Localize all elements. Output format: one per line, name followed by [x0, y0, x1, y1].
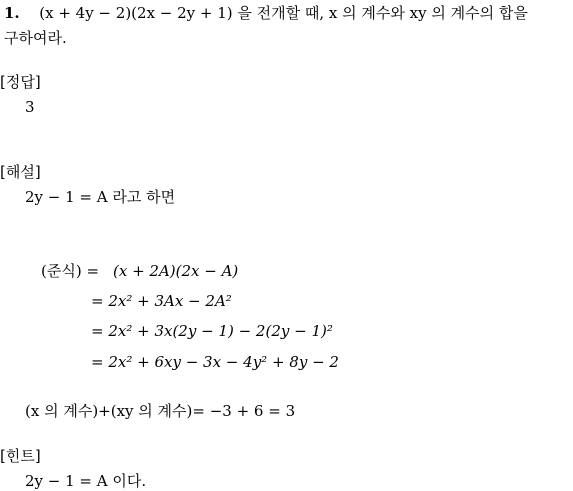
- solution-equation-step3: = 2x² + 3x(2y − 1) − 2(2y − 1)²: [91, 322, 333, 340]
- solution-equation-step1: (x + 2A)(2x − A): [113, 262, 239, 280]
- solution-equation-step2: = 2x² + 3Ax − 2A²: [91, 292, 232, 310]
- problem-statement: [4, 3, 528, 23]
- solution-intro: 2y − 1 = A 라고 하면: [25, 188, 176, 206]
- answer-heading: [정답]: [0, 73, 41, 91]
- problem-text-line1: (x + 4y − 2)(2x − 2y + 1) 을 전개할 때, x 의 계수와 xy 의 계수의 합을: [39, 4, 528, 22]
- problem-text-line2: 구하여라.: [4, 29, 67, 47]
- solution-equation-step4: = 2x² + 6xy − 3x − 4y² + 8y − 2: [91, 353, 339, 371]
- hint-text: 2y − 1 = A 이다.: [25, 472, 147, 490]
- solution-heading: [해설]: [0, 163, 41, 181]
- problem-number: 1.: [4, 4, 20, 22]
- hint-heading: [힌트]: [0, 447, 41, 465]
- solution-equation-lhs: (준식) =: [41, 262, 100, 280]
- solution-conclusion: (x 의 계수)+(xy 의 계수)= −3 + 6 = 3: [25, 402, 296, 420]
- answer-value: 3: [25, 98, 35, 116]
